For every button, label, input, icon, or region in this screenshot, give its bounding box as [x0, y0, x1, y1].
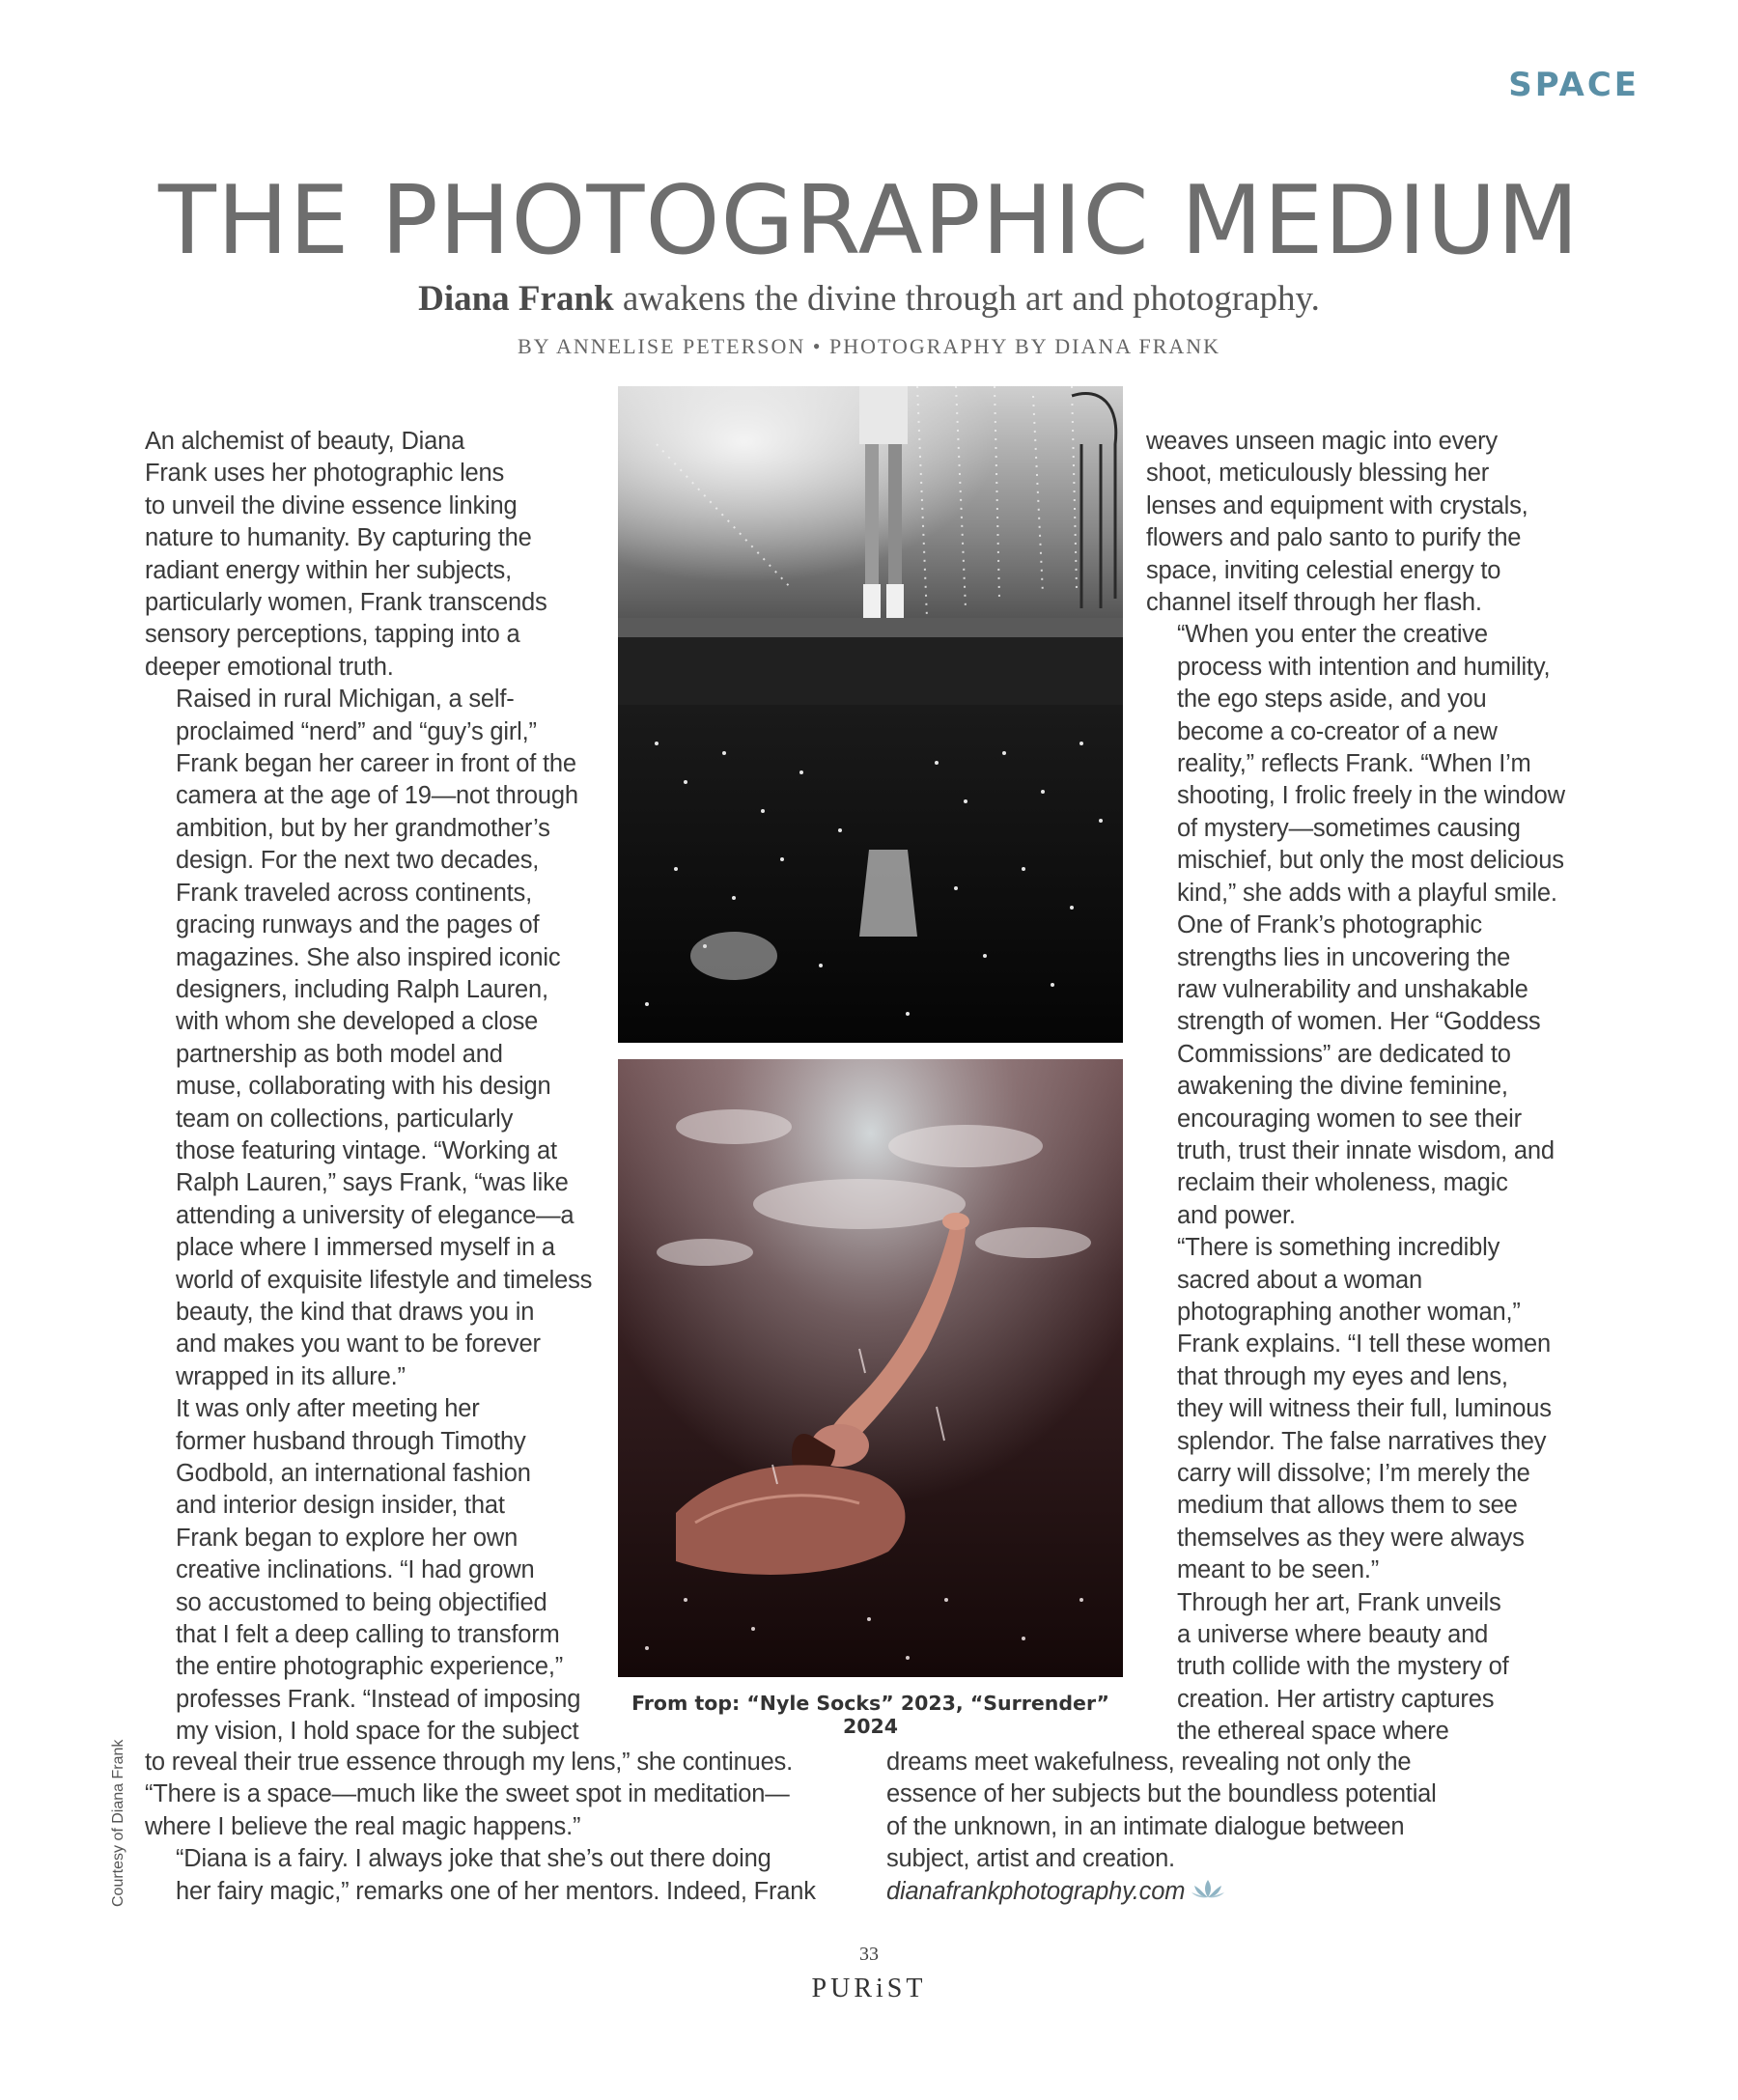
body-line: Godbold, an international fashion: [176, 1460, 531, 1487]
paragraph-conclusion-end: [886, 1747, 1504, 1909]
magazine-brand: PURiST: [811, 1974, 927, 2003]
paragraph-career: [145, 684, 608, 1393]
body-line: Through her art, Frank unveils: [1177, 1588, 1501, 1616]
body-line: they will witness their full, luminous: [1177, 1395, 1552, 1423]
paragraph-strengths: [1146, 910, 1629, 1232]
body-line: to reveal their true essence through my lens,” she continues.: [145, 1749, 793, 1776]
body-line: Frank traveled across continents,: [176, 879, 532, 907]
body-line: encouraging women to see their: [1177, 1105, 1522, 1133]
body-line: camera at the age of 19—not through: [176, 782, 578, 810]
body-line: flowers and palo santo to purify the: [1146, 524, 1522, 552]
body-line: photographing another woman,”: [1177, 1298, 1521, 1326]
body-line: the entire photographic experience,”: [176, 1653, 564, 1681]
body-line: sensory perceptions, tapping into a: [145, 621, 520, 649]
body-line: that through my eyes and lens,: [1177, 1362, 1508, 1390]
body-line: radiant energy within her subjects,: [145, 556, 512, 584]
body-line: and makes you want to be forever: [176, 1330, 541, 1358]
body-line: the ego steps aside, and you: [1177, 686, 1487, 714]
body-line: team on collections, particularly: [176, 1105, 514, 1133]
paragraph-conclusion: [1146, 1587, 1629, 1749]
body-line: creation. Her artistry captures: [1177, 1685, 1495, 1713]
body-line: deeper emotional truth.: [145, 653, 394, 681]
paragraph-rituals: [1146, 426, 1629, 619]
body-line: Raised in rural Michigan, a self-: [176, 686, 515, 714]
body-line: reality,” reflects Frank. “When I’m: [1177, 750, 1531, 778]
body-line: kind,” she adds with a playful smile.: [1177, 879, 1557, 907]
body-line: professes Frank. “Instead of imposing: [176, 1685, 581, 1713]
body-line: “Diana is a fairy. I always joke that she’s out there doing: [176, 1845, 771, 1873]
body-line: strength of women. Her “Goddess: [1177, 1008, 1541, 1036]
body-line: place where I immersed myself in a: [176, 1234, 555, 1262]
body-line: shoot, meticulously blessing her: [1146, 460, 1490, 488]
body-line: gracing runways and the pages of: [176, 911, 540, 939]
body-column-bottom-right: [886, 1747, 1504, 1909]
article-title: THE PHOTOGRAPHIC MEDIUM: [157, 166, 1581, 276]
paragraph-intro: [145, 426, 608, 684]
body-line: and interior design insider, that: [176, 1492, 505, 1520]
body-line: particularly women, Frank transcends: [145, 589, 547, 617]
photo-credit: Courtesy of Diana Frank: [110, 1739, 126, 1907]
body-line: essence of her subjects but the boundless potential: [886, 1780, 1437, 1808]
body-line: that I felt a deep calling to transform: [176, 1621, 560, 1649]
paragraph-continuation: [145, 1747, 879, 1843]
body-line: her fairy magic,” remarks one of her mentors. Indeed, Frank: [176, 1877, 816, 1905]
body-line: Frank began to explore her own: [176, 1524, 519, 1552]
body-column-bottom-left: [145, 1747, 879, 1908]
body-line: reclaim their wholeness, magic: [1177, 1169, 1508, 1197]
body-line: raw vulnerability and unshakable: [1177, 975, 1528, 1003]
body-line: magazines. She also inspired iconic: [176, 943, 561, 971]
body-column-left: [145, 426, 608, 1749]
paragraph-inclinations: [145, 1393, 608, 1748]
section-label: SPACE: [1508, 66, 1640, 104]
body-line: “When you enter the creative: [1177, 621, 1488, 649]
body-line: sacred about a woman: [1177, 1266, 1422, 1294]
body-line: the ethereal space where: [1177, 1718, 1449, 1746]
body-line: subject, artist and creation.: [886, 1845, 1175, 1873]
body-line: strengths lies in uncovering the: [1177, 943, 1511, 971]
body-line: become a co-creator of a new: [1177, 717, 1498, 745]
body-line: proclaimed “nerd” and “guy’s girl,”: [176, 717, 537, 745]
paragraph-fairy: [145, 1843, 879, 1908]
body-line: Frank uses her photographic lens: [145, 460, 505, 488]
body-line: my vision, I hold space for the subject: [176, 1718, 579, 1746]
body-line: shooting, I frolic freely in the window: [1177, 782, 1565, 810]
body-column-right: [1146, 426, 1629, 1749]
body-line: world of exquisite lifestyle and timeless: [176, 1266, 593, 1294]
body-line: and power.: [1177, 1201, 1296, 1229]
photo-surrender: [618, 1059, 1123, 1677]
body-line: process with intention and humility,: [1177, 653, 1551, 681]
body-line: carry will dissolve; I’m merely the: [1177, 1460, 1530, 1487]
body-line: mischief, but only the most delicious: [1177, 847, 1564, 875]
body-line: truth collide with the mystery of: [1177, 1653, 1509, 1681]
body-line: with whom she developed a close: [176, 1008, 539, 1036]
body-line: so accustomed to being objectified: [176, 1588, 547, 1616]
body-line: Commissions” are dedicated to: [1177, 1040, 1511, 1068]
body-line: dreams meet wakefulness, revealing not only the: [886, 1749, 1412, 1776]
body-line: “There is a space—much like the sweet spot in meditation—: [145, 1780, 790, 1808]
body-line: lenses and equipment with crystals,: [1146, 491, 1528, 519]
body-line: Ralph Lauren,” says Frank, “was like: [176, 1169, 569, 1197]
body-line: wrapped in its allure.”: [176, 1362, 406, 1390]
body-line: It was only after meeting her: [176, 1395, 480, 1423]
website-link[interactable]: dianafrankphotography.com: [886, 1877, 1186, 1905]
body-line: former husband through Timothy: [176, 1427, 526, 1455]
body-line: a universe where beauty and: [1177, 1621, 1489, 1649]
photo-nyle-socks: [618, 386, 1123, 1043]
body-line: truth, trust their innate wisdom, and: [1177, 1136, 1555, 1164]
body-line: “There is something incredibly: [1177, 1234, 1500, 1262]
page-number: 33: [859, 1944, 879, 1965]
body-line: muse, collaborating with his design: [176, 1073, 551, 1101]
subtitle-name: Diana Frank: [418, 279, 614, 319]
paragraph-creative-process: [1146, 619, 1629, 910]
subtitle-text: awakens the divine through art and photography.: [613, 279, 1320, 319]
body-line: of mystery—sometimes causing: [1177, 814, 1521, 842]
body-line: weaves unseen magic into every: [1146, 428, 1498, 455]
body-line: medium that allows them to see: [1177, 1492, 1518, 1520]
lotus-icon: [1191, 1876, 1225, 1908]
body-line: design. For the next two decades,: [176, 847, 540, 875]
body-line: beauty, the kind that draws you in: [176, 1298, 535, 1326]
paragraph-sacred: [1146, 1232, 1629, 1586]
body-line: channel itself through her flash.: [1146, 589, 1482, 617]
body-line: meant to be seen.”: [1177, 1556, 1380, 1584]
body-line: Frank explains. “I tell these women: [1177, 1330, 1552, 1358]
body-line: awakening the divine feminine,: [1177, 1073, 1508, 1101]
body-line: space, inviting celestial energy to: [1146, 556, 1501, 584]
body-line: An alchemist of beauty, Diana: [145, 428, 465, 455]
body-line: designers, including Ralph Lauren,: [176, 975, 548, 1003]
body-line: to unveil the divine essence linking: [145, 491, 518, 519]
website-line: [886, 1876, 1504, 1909]
body-line: themselves as they were always: [1177, 1524, 1525, 1552]
body-line: Frank began her career in front of the: [176, 750, 576, 778]
body-line: of the unknown, in an intimate dialogue between: [886, 1812, 1405, 1840]
byline: BY ANNELISE PETERSON • PHOTOGRAPHY BY DIANA FRANK: [517, 334, 1221, 358]
body-line: ambition, but by her grandmother’s: [176, 814, 550, 842]
body-line: partnership as both model and: [176, 1040, 503, 1068]
body-line: nature to humanity. By capturing the: [145, 524, 532, 552]
body-line: One of Frank’s photographic: [1177, 911, 1482, 939]
body-line: splendor. The false narratives they: [1177, 1427, 1547, 1455]
body-line: attending a university of elegance—a: [176, 1201, 575, 1229]
body-line: those featuring vintage. “Working at: [176, 1136, 557, 1164]
body-line: creative inclinations. “I had grown: [176, 1556, 535, 1584]
body-line: where I believe the real magic happens.”: [145, 1812, 581, 1840]
article-subtitle: [0, 278, 1738, 320]
photo-caption: From top: “Nyle Socks” 2023, “Surrender” 2024: [631, 1692, 1109, 1738]
